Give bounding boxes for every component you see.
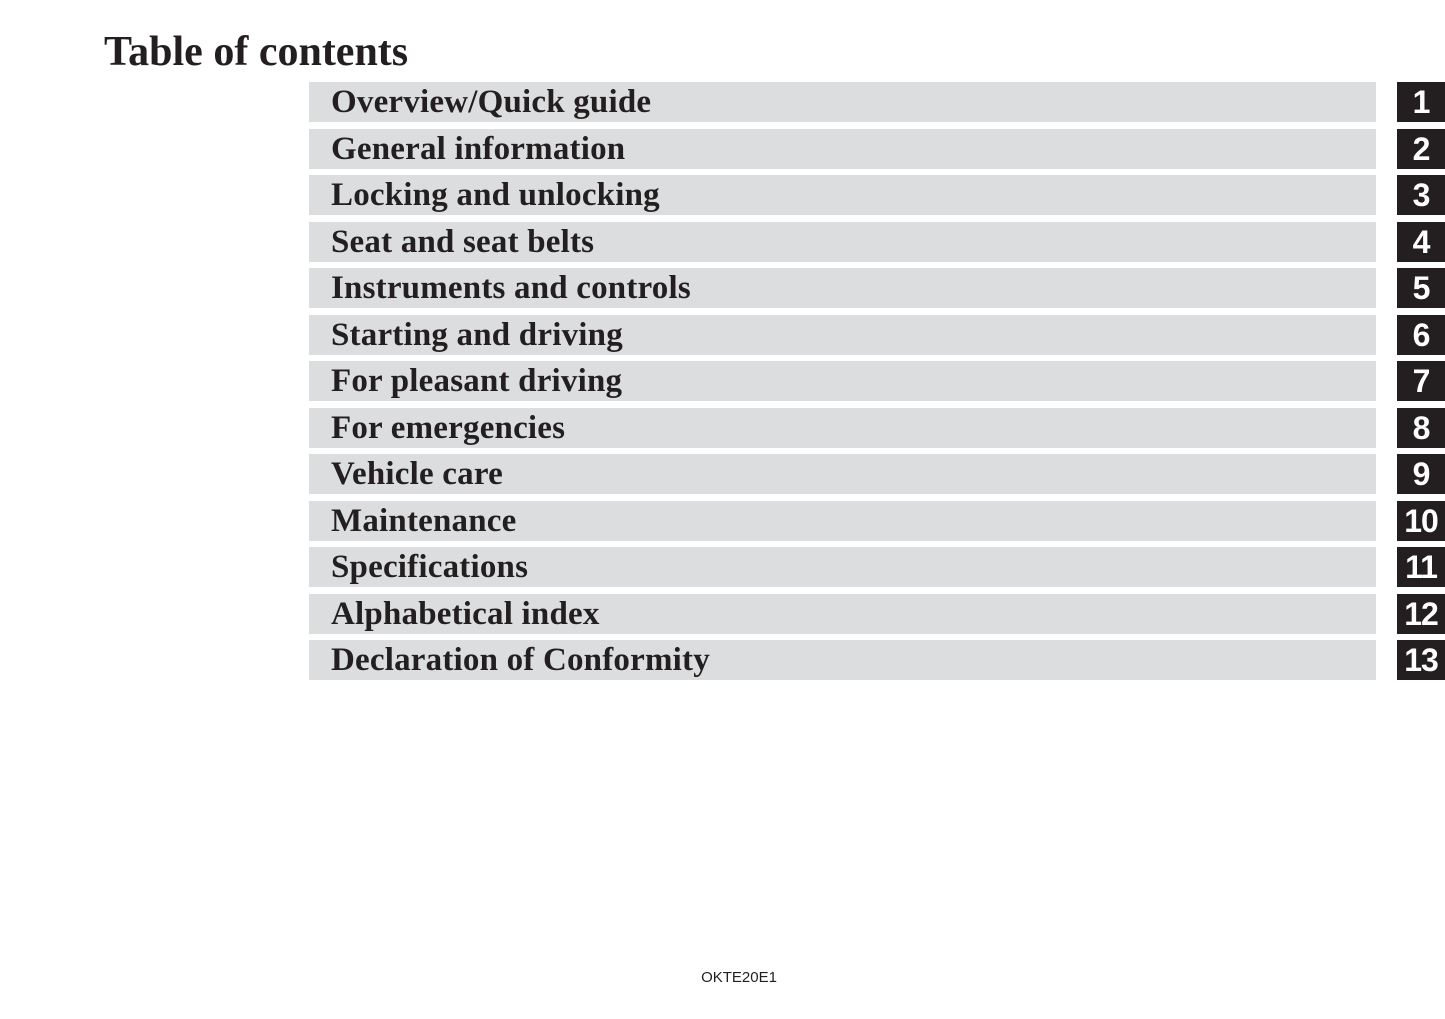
toc-row-declaration — [309, 640, 1445, 680]
toc-item-specifications[interactable] — [309, 547, 1376, 587]
toc-item-label: For pleasant driving — [331, 363, 623, 399]
page-title: Table of contents — [104, 29, 409, 75]
toc-row-pleasant-driving — [309, 361, 1445, 401]
toc-row-specifications — [309, 547, 1445, 587]
toc-row-emergencies — [309, 408, 1445, 448]
toc-item-label: Alphabetical index — [331, 595, 600, 632]
toc-item-alphabetical-index[interactable] — [309, 594, 1376, 634]
toc-item-general-information[interactable] — [309, 129, 1376, 169]
chapter-tab-5[interactable]: 5 — [1397, 268, 1445, 308]
toc-row-overview — [309, 82, 1445, 122]
toc-item-label: Locking and unlocking — [331, 177, 660, 213]
toc-item-starting-driving[interactable] — [309, 315, 1376, 355]
toc-item-vehicle-care[interactable] — [309, 454, 1376, 494]
chapter-tab-1[interactable]: 1 — [1397, 82, 1445, 122]
toc-item-label: Specifications — [331, 549, 529, 585]
chapter-tab-13[interactable]: 13 — [1397, 640, 1445, 680]
toc-item-label: Instruments and controls — [331, 270, 691, 306]
toc-item-label: Overview/Quick guide — [331, 84, 652, 120]
toc-item-label: Declaration of Conformity — [331, 642, 710, 678]
chapter-tab-2[interactable]: 2 — [1397, 129, 1445, 169]
toc-row-locking — [309, 175, 1445, 215]
toc-item-pleasant-driving[interactable] — [309, 361, 1376, 401]
chapter-tab-10[interactable]: 10 — [1397, 501, 1445, 541]
toc-row-maintenance — [309, 501, 1445, 541]
toc-item-maintenance[interactable] — [309, 501, 1376, 541]
toc-item-label: General information — [331, 130, 626, 167]
toc-item-instruments[interactable] — [309, 268, 1376, 308]
toc-row-alphabetical-index — [309, 594, 1445, 634]
toc-item-label: Maintenance — [331, 502, 517, 539]
toc-item-seats[interactable] — [309, 222, 1376, 262]
chapter-tab-7[interactable]: 7 — [1397, 361, 1445, 401]
chapter-tab-9[interactable]: 9 — [1397, 454, 1445, 494]
toc-list — [309, 82, 1445, 687]
toc-item-label: For emergencies — [331, 409, 566, 446]
toc-item-emergencies[interactable] — [309, 408, 1376, 448]
toc-item-label: Seat and seat belts — [331, 223, 595, 260]
chapter-tab-4[interactable]: 4 — [1397, 222, 1445, 262]
chapter-tab-3[interactable]: 3 — [1397, 175, 1445, 215]
chapter-tab-11[interactable]: 11 — [1397, 547, 1445, 587]
toc-row-instruments — [309, 268, 1445, 308]
chapter-tab-6[interactable]: 6 — [1397, 315, 1445, 355]
toc-item-overview[interactable] — [309, 82, 1376, 122]
toc-row-general-information — [309, 129, 1445, 169]
toc-item-declaration[interactable] — [309, 640, 1376, 680]
toc-row-vehicle-care — [309, 454, 1445, 494]
chapter-tab-8[interactable]: 8 — [1397, 408, 1445, 448]
toc-item-label: Starting and driving — [331, 316, 623, 353]
toc-row-starting-driving — [309, 315, 1445, 355]
toc-item-locking[interactable] — [309, 175, 1376, 215]
toc-row-seats — [309, 222, 1445, 262]
toc-item-label: Vehicle care — [331, 456, 503, 492]
chapter-tab-12[interactable]: 12 — [1397, 594, 1445, 634]
document-code: OKTE20E1 — [701, 969, 777, 986]
